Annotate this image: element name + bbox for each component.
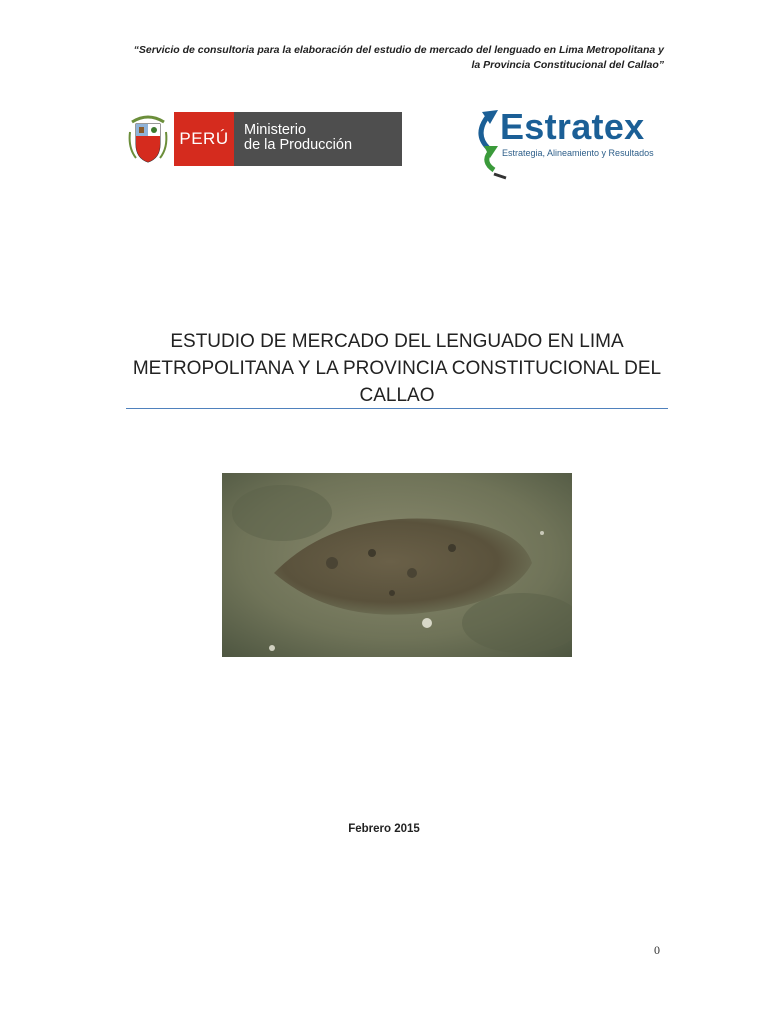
ministry-logo bbox=[126, 112, 402, 166]
ministry-name-line-1: Ministerio bbox=[244, 122, 307, 138]
ministry-country: PERÚ bbox=[174, 112, 234, 166]
header-note-line-1: “Servicio de consultoria para la elaboración del estudio de mercado del lenguado en Lima Metropolitana y bbox=[133, 44, 664, 56]
estratex-tagline: Estrategia, Alineamiento y Resultados bbox=[502, 148, 654, 158]
peru-coat-of-arms-icon bbox=[126, 112, 170, 166]
document-title-line-3: CALLAO bbox=[359, 385, 435, 406]
header-note bbox=[104, 43, 664, 73]
ministry-name-line-2: de la Producción bbox=[244, 137, 353, 153]
document-title-line-2: METROPOLITANA Y LA PROVINCIA CONSTITUCIONAL DEL bbox=[132, 358, 662, 379]
flounder-photo bbox=[222, 473, 572, 657]
title-underline bbox=[126, 408, 668, 409]
document-date: Febrero 2015 bbox=[348, 823, 420, 835]
ministry-name bbox=[234, 112, 402, 166]
estratex-logo bbox=[468, 104, 668, 180]
document-title-line-1: ESTUDIO DE MERCADO DEL LENGUADO EN LIMA bbox=[170, 331, 624, 352]
estratex-name: Estratex bbox=[500, 106, 645, 147]
header-note-line-2: la Provincia Constitucional del Callao” bbox=[471, 59, 664, 71]
page-number: 0 bbox=[654, 943, 660, 957]
document-title bbox=[126, 328, 668, 409]
